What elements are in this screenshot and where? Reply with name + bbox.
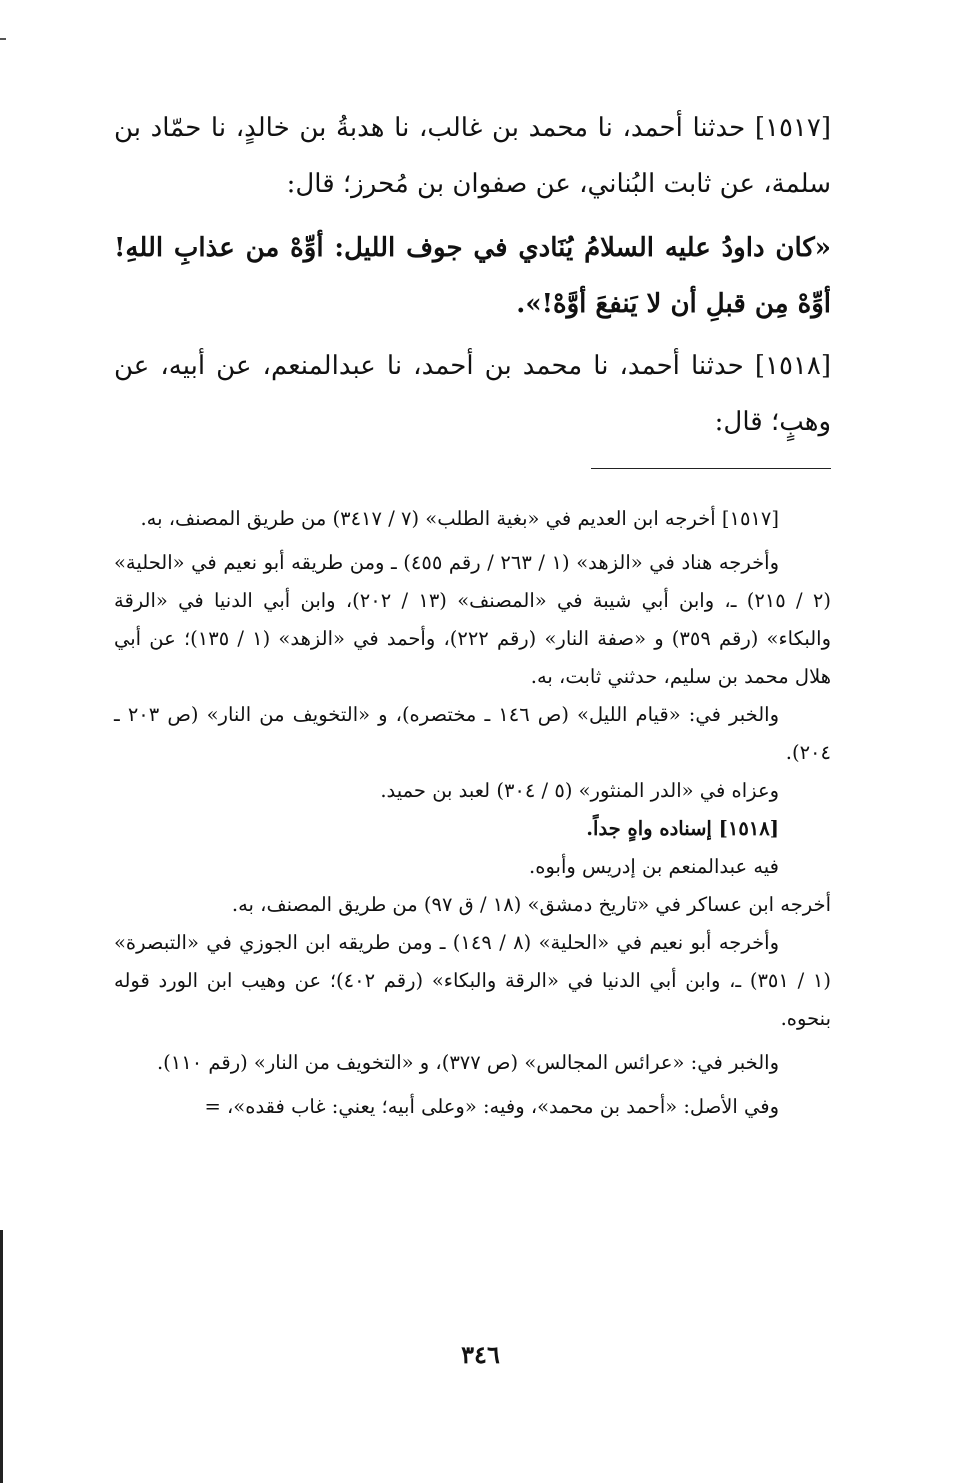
footnotes [114, 500, 831, 1126]
scan-edge-mark [0, 38, 6, 40]
hadith-1517-quote: «كان داودُ عليه السلامُ يُنَادي في جوف الليل: أوِّهْ من عذابِ اللهِ! أوِّهْ مِن قبلِ أن لا يَنفعَ أوَّهْ!». [114, 233, 831, 319]
footnote-1518-asl: وفي الأصل: «أحمد بن محمد»، وفيه: «وعلى أبيه؛ يعني: غاب فقده»، = [204, 1095, 779, 1118]
footnote-1517-khabar: والخبر في: «قيام الليل» (ص ١٤٦ ـ مختصره)، و «التخويف من النار» (ص ٢٠٣ ـ ٢٠٤). [114, 703, 831, 764]
footnote-1518-ibn-asakir: أخرجه ابن عساكر في «تاريخ دمشق» (١٨ / ق ٩٧) من طريق المصنف، به. [231, 893, 831, 916]
page-number: ٣٤٦ [461, 1340, 500, 1369]
footnote-1517-source: [١٥١٧] أخرجه ابن العديم في «بغية الطلب» (٧ / ٣٤١٧) من طريق المصنف، به. [140, 507, 779, 530]
hadith-1517: [١٥١٧] حدثنا أحمد، نا محمد بن غالب، نا هدبةُ بن خالدٍ، نا حمّاد بن سلمة، عن ثابت البُناني، عن صفوان بن مُحرز؛ قال: [114, 113, 831, 199]
main-text [114, 100, 831, 450]
footnote-1517-azah: وعزاه في «الدر المنثور» (٥ / ٣٠٤) لعبد بن حميد. [380, 779, 779, 802]
footnote-1518-narrators: فيه عبدالمنعم بن إدريس وأبوه. [529, 855, 779, 878]
footnote-1518-grade: [١٥١٨] إسناده واهٍ جداً. [586, 817, 779, 840]
footnote-1518-sources: وأخرجه أبو نعيم في «الحلية» (٨ / ١٤٩) ـ ومن طريقه ابن الجوزي في «التبصرة» (١ / ٣٥١) ـ، وابن أبي الدنيا في «الرقة والبكاء» (رقم ٤٠٢)؛ عن وهيب ابن الورد قوله بنحوه. [114, 931, 831, 1030]
footnote-1517-sources: وأخرجه هناد في «الزهد» (١ / ٢٦٣ / رقم ٤٥٥) ـ ومن طريقه أبو نعيم في «الحلية» (٢ / ٢١٥) ـ، وابن أبي شيبة في «المصنف» (١٣ / ٢٠٢)، وابن أبي الدنيا في «الرقة والبكاء» (رقم ٣٥٩) و «صفة النار» (رقم ٢٢٢)، وأحمد في «الزهد» (١ / ١٣٥)؛ عن أبي هلال محمد بن سليم، حدثني ثابت، به. [114, 551, 831, 688]
footnote-1518-khabar: والخبر في: «عرائس المجالس» (ص ٣٧٧)، و «التخويف من النار» (رقم ١١٠). [156, 1051, 779, 1074]
footnote-separator [591, 468, 831, 469]
hadith-1518: [١٥١٨] حدثنا أحمد، نا محمد بن أحمد، نا عبدالمنعم، عن أبيه، عن وهبٍ؛ قال: [114, 351, 831, 437]
